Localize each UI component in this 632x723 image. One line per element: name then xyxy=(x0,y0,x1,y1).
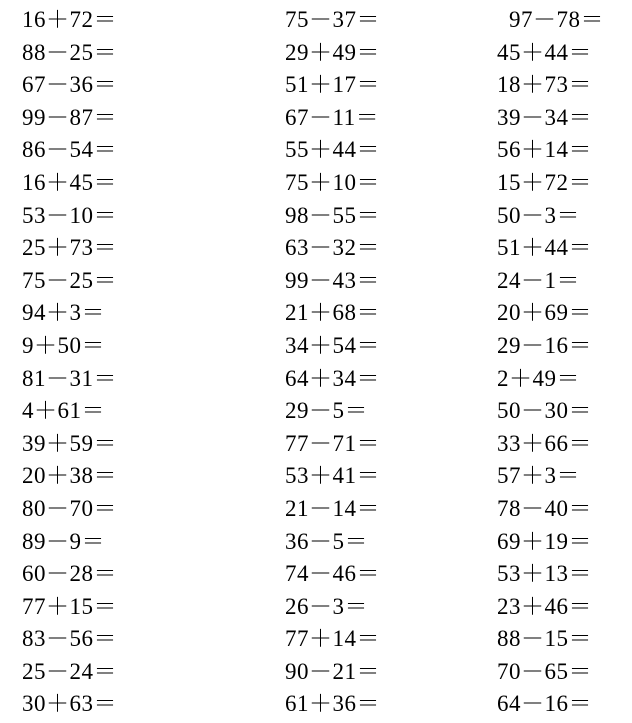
math-problem: 70－65＝ xyxy=(497,658,592,684)
math-problem: 94＋3＝ xyxy=(22,300,105,326)
math-problem: 36－5＝ xyxy=(285,528,368,554)
math-problem: 53－10＝ xyxy=(22,202,117,228)
math-problem: 29＋49＝ xyxy=(285,39,380,65)
math-problem: 69＋19＝ xyxy=(497,528,592,554)
math-problem: 39＋59＝ xyxy=(22,430,117,456)
math-problem: 25＋73＝ xyxy=(22,235,117,261)
math-problem: 75＋10＝ xyxy=(285,169,380,195)
math-problem: 53＋41＝ xyxy=(285,463,380,489)
math-problem: 39－34＝ xyxy=(497,104,592,130)
math-problem: 53＋13＝ xyxy=(497,561,592,587)
problem-column-3 xyxy=(497,4,604,721)
math-problem: 24－1＝ xyxy=(497,267,580,293)
math-problem: 64＋34＝ xyxy=(285,365,380,391)
math-problem: 55＋44＝ xyxy=(285,137,380,163)
math-problem: 78－40＝ xyxy=(497,495,592,521)
math-problem: 20＋38＝ xyxy=(22,463,117,489)
math-problem: 63－32＝ xyxy=(285,235,380,261)
math-problem: 80－70＝ xyxy=(22,495,117,521)
math-problem: 61＋36＝ xyxy=(285,691,380,717)
math-problem: 16＋72＝ xyxy=(22,7,117,32)
problem-column-2 xyxy=(285,4,380,721)
math-problem: 15＋72＝ xyxy=(497,169,592,195)
math-problem: 16＋45＝ xyxy=(22,169,117,195)
math-problem: 34＋54＝ xyxy=(285,332,380,358)
math-problem: 57＋3＝ xyxy=(497,463,580,489)
math-problem: 23＋46＝ xyxy=(497,593,592,619)
math-problem: 29－16＝ xyxy=(497,332,592,358)
math-problem: 56＋14＝ xyxy=(497,137,592,163)
math-problem: 9＋50＝ xyxy=(22,332,105,358)
math-problem: 50－3＝ xyxy=(497,202,580,228)
math-problem: 30＋63＝ xyxy=(22,691,117,717)
math-problem: 99－43＝ xyxy=(285,267,380,293)
math-problem: 67－36＝ xyxy=(22,72,117,98)
math-problem: 33＋66＝ xyxy=(497,430,592,456)
math-problem: 88－25＝ xyxy=(22,39,117,65)
math-problem: 81－31＝ xyxy=(22,365,117,391)
math-problem: 88－15＝ xyxy=(497,626,592,652)
math-problem: 89－9＝ xyxy=(22,528,105,554)
math-problem: 77＋15＝ xyxy=(22,593,117,619)
math-problem: 97－78＝ xyxy=(509,7,604,32)
math-problem: 21＋68＝ xyxy=(285,300,380,326)
math-problem: 86－54＝ xyxy=(22,137,117,163)
math-problem: 25－24＝ xyxy=(22,658,117,684)
math-problem: 75－37＝ xyxy=(285,7,380,32)
math-problem: 74－46＝ xyxy=(285,561,380,587)
math-problem: 2＋49＝ xyxy=(497,365,580,391)
math-problem: 21－14＝ xyxy=(285,495,380,521)
math-problem: 4＋61＝ xyxy=(22,398,105,424)
math-problem: 75－25＝ xyxy=(22,267,117,293)
math-problem: 99－87＝ xyxy=(22,104,117,130)
math-problem: 18＋73＝ xyxy=(497,72,592,98)
problem-column-1 xyxy=(22,4,117,721)
math-problem: 26－3＝ xyxy=(285,593,368,619)
math-problem: 98－55＝ xyxy=(285,202,380,228)
math-problem: 50－30＝ xyxy=(497,398,592,424)
math-problem: 20＋69＝ xyxy=(497,300,592,326)
math-problem: 77＋14＝ xyxy=(285,626,380,652)
math-problem: 67－11＝ xyxy=(285,104,380,130)
math-problem: 77－71＝ xyxy=(285,430,380,456)
math-problem: 64－16＝ xyxy=(497,691,592,717)
math-problem: 60－28＝ xyxy=(22,561,117,587)
math-problem: 83－56＝ xyxy=(22,626,117,652)
math-problem: 45＋44＝ xyxy=(497,39,592,65)
math-problem: 29－5＝ xyxy=(285,398,368,424)
math-problem: 90－21＝ xyxy=(285,658,380,684)
math-problem: 51＋44＝ xyxy=(497,235,592,261)
math-problem: 51＋17＝ xyxy=(285,72,380,98)
